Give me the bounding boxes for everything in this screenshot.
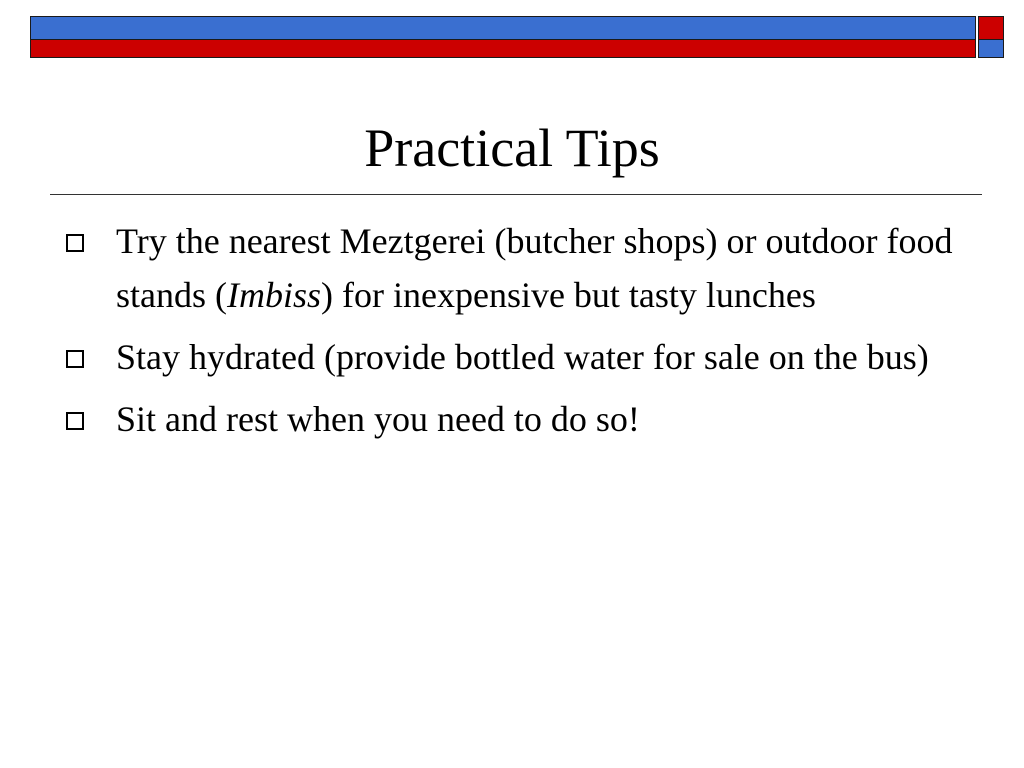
- bullet-item: [60, 392, 960, 446]
- title-divider: [50, 194, 982, 195]
- banner-red-square: [978, 16, 1004, 40]
- bullet-text-after: ) for inexpensive but tasty lunches: [321, 275, 816, 315]
- bullet-text-emphasis: Imbiss: [227, 275, 322, 315]
- bullet-text: Stay hydrated (provide bottled water for sale on the bus): [116, 337, 929, 377]
- hollow-square-icon: [66, 350, 84, 368]
- bullet-text: Sit and rest when you need to do so!: [116, 399, 640, 439]
- hollow-square-icon: [66, 412, 84, 430]
- banner-blue-bar: [30, 16, 976, 40]
- bullet-list: [60, 214, 960, 454]
- bullet-text-before: Try the nearest Meztgerei (butcher shops) or outdoor food stands (: [116, 221, 953, 315]
- header-banner: [30, 16, 1004, 58]
- banner-blue-square: [978, 40, 1004, 58]
- slide-title: Practical Tips: [364, 118, 660, 178]
- bullet-item: [60, 330, 960, 384]
- bullet-text: [116, 221, 952, 315]
- banner-red-bar: [30, 40, 976, 58]
- bullet-item: [60, 214, 960, 322]
- hollow-square-icon: [66, 234, 84, 252]
